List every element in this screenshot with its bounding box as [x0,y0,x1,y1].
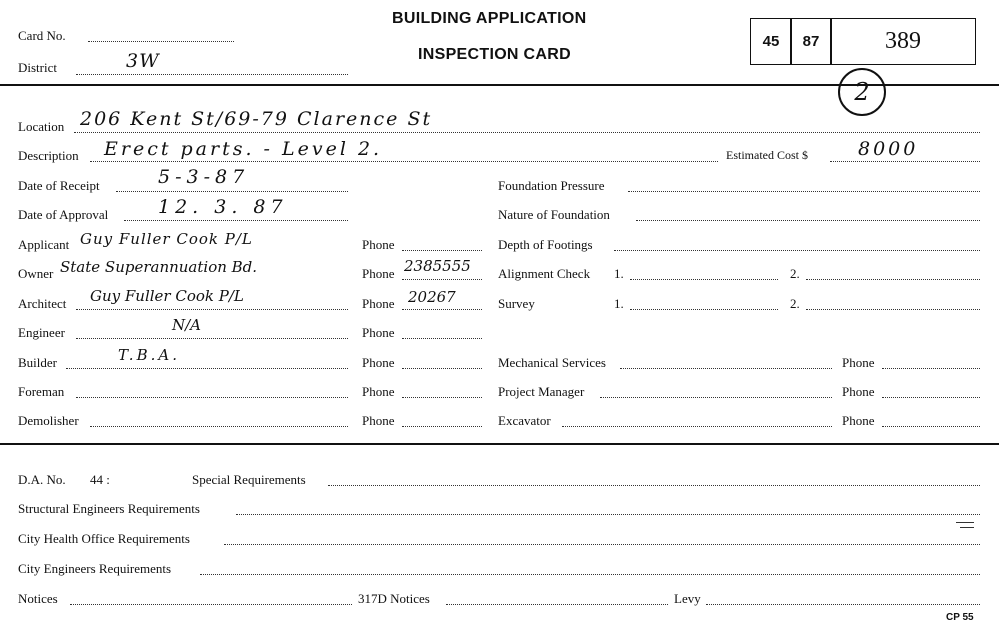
applicant-value: Guy Fuller Cook P/L [80,230,253,248]
project-manager-phone-label: Phone [842,384,875,399]
date-of-approval-label: Date of Approval [18,207,109,222]
project-manager-label: Project Manager [498,384,585,399]
location-field[interactable] [74,132,980,133]
notices-317d-label: 317D Notices [358,591,430,606]
engineer-field[interactable] [76,338,348,339]
mechanical-phone-field[interactable] [882,368,980,369]
card-number-box: 389 [830,18,976,65]
description-field[interactable] [90,161,718,162]
notices-label: Notices [18,591,58,606]
mechanical-services-label: Mechanical Services [498,355,606,370]
survey-field-1[interactable] [630,309,778,310]
estimated-cost-label: Estimated Cost $ [726,148,808,162]
suburb-code-box: 45 [750,18,792,65]
levy-label: Levy [674,591,701,606]
architect-phone-field[interactable] [402,309,482,310]
card-no-field[interactable] [88,41,234,42]
header-divider [0,84,999,86]
date-of-receipt-value: 5-3-87 [158,166,250,188]
scribble-mark [956,522,974,523]
demolisher-phone-label: Phone [362,413,395,428]
foreman-phone-label: Phone [362,384,395,399]
foundation-pressure-label: Foundation Pressure [498,178,605,193]
district-label: District [18,60,57,75]
architect-value: Guy Fuller Cook P/L [90,287,244,305]
form-code: CP 55 [946,612,974,623]
owner-phone-value: 2385555 [404,257,471,275]
project-manager-phone-field[interactable] [882,397,980,398]
survey-field-2[interactable] [806,309,980,310]
architect-field[interactable] [76,309,348,310]
nature-of-foundation-label: Nature of Foundation [498,207,610,222]
engineer-value: N/A [172,316,202,334]
demolisher-phone-field[interactable] [402,426,482,427]
demolisher-label: Demolisher [18,413,79,428]
city-engineers-label: City Engineers Requirements [18,561,172,576]
applicant-label: Applicant [18,237,70,252]
mechanical-phone-label: Phone [842,355,875,370]
alignment-check-label: Alignment Check [498,266,591,281]
owner-phone-field[interactable] [402,279,482,280]
excavator-field[interactable] [562,426,832,427]
date-of-approval-field[interactable] [124,220,348,221]
applicant-phone-label: Phone [362,237,395,252]
location-label: Location [18,119,65,134]
excavator-label: Excavator [498,413,551,428]
engineer-phone-label: Phone [362,325,395,340]
survey-num-1: 1. [614,296,624,311]
district-field[interactable] [76,74,348,75]
card-title-line1: BUILDING APPLICATION [392,10,587,27]
depth-of-footings-label: Depth of Footings [498,237,593,252]
special-requirements-label: Special Requirements [192,472,306,487]
mechanical-services-field[interactable] [620,368,832,369]
excavator-phone-label: Phone [842,413,875,428]
year-code-box: 87 [790,18,832,65]
nature-of-foundation-field[interactable] [636,220,980,221]
notices-317d-field[interactable] [446,604,668,605]
alignment-check-field-1[interactable] [630,279,778,280]
description-value: Erect parts. - Level 2. [104,138,383,160]
excavator-phone-field[interactable] [882,426,980,427]
architect-phone-label: Phone [362,296,395,311]
architect-label: Architect [18,296,67,311]
owner-label: Owner [18,266,54,281]
structural-engineers-field[interactable] [236,514,980,515]
engineer-label: Engineer [18,325,65,340]
owner-value: State Superannuation Bd. [60,258,258,276]
alignment-num-1: 1. [614,266,624,281]
builder-phone-field[interactable] [402,368,482,369]
card-title-line2: INSPECTION CARD [418,46,571,63]
builder-value: T.B.A. [118,346,180,364]
foreman-phone-field[interactable] [402,397,482,398]
depth-of-footings-field[interactable] [614,250,980,251]
architect-phone-value: 20267 [408,288,456,306]
levy-field[interactable] [706,604,980,605]
date-of-receipt-label: Date of Receipt [18,178,100,193]
city-engineers-field[interactable] [200,574,980,575]
foundation-pressure-field[interactable] [628,191,980,192]
district-value: 3W [126,50,160,72]
applicant-phone-field[interactable] [402,250,482,251]
circled-number-annotation: 2 [838,68,886,116]
city-health-field[interactable] [224,544,980,545]
location-value: 206 Kent St/69-79 Clarence St [80,108,433,130]
builder-label: Builder [18,355,57,370]
demolisher-field[interactable] [90,426,348,427]
builder-field[interactable] [66,368,348,369]
notices-field[interactable] [70,604,352,605]
da-no-label: D.A. No. [18,472,66,487]
project-manager-field[interactable] [600,397,832,398]
date-of-receipt-field[interactable] [116,191,348,192]
date-of-approval-value: 12. 3. 87 [158,196,288,218]
special-requirements-field[interactable] [328,485,980,486]
foreman-field[interactable] [76,397,348,398]
survey-num-2: 2. [790,296,800,311]
builder-phone-label: Phone [362,355,395,370]
alignment-num-2: 2. [790,266,800,281]
survey-label: Survey [498,296,535,311]
estimated-cost-field[interactable] [830,161,980,162]
description-label: Description [18,148,79,163]
da-no-value: 44 : [90,472,110,487]
foreman-label: Foreman [18,384,65,399]
scribble-mark [960,527,974,528]
card-no-label: Card No. [18,28,66,43]
structural-engineers-label: Structural Engineers Requirements [18,501,200,516]
estimated-cost-value: 8000 [858,138,919,160]
requirements-divider [0,443,999,445]
engineer-phone-field[interactable] [402,338,482,339]
alignment-check-field-2[interactable] [806,279,980,280]
city-health-label: City Health Office Requirements [18,531,190,546]
owner-phone-label: Phone [362,266,395,281]
